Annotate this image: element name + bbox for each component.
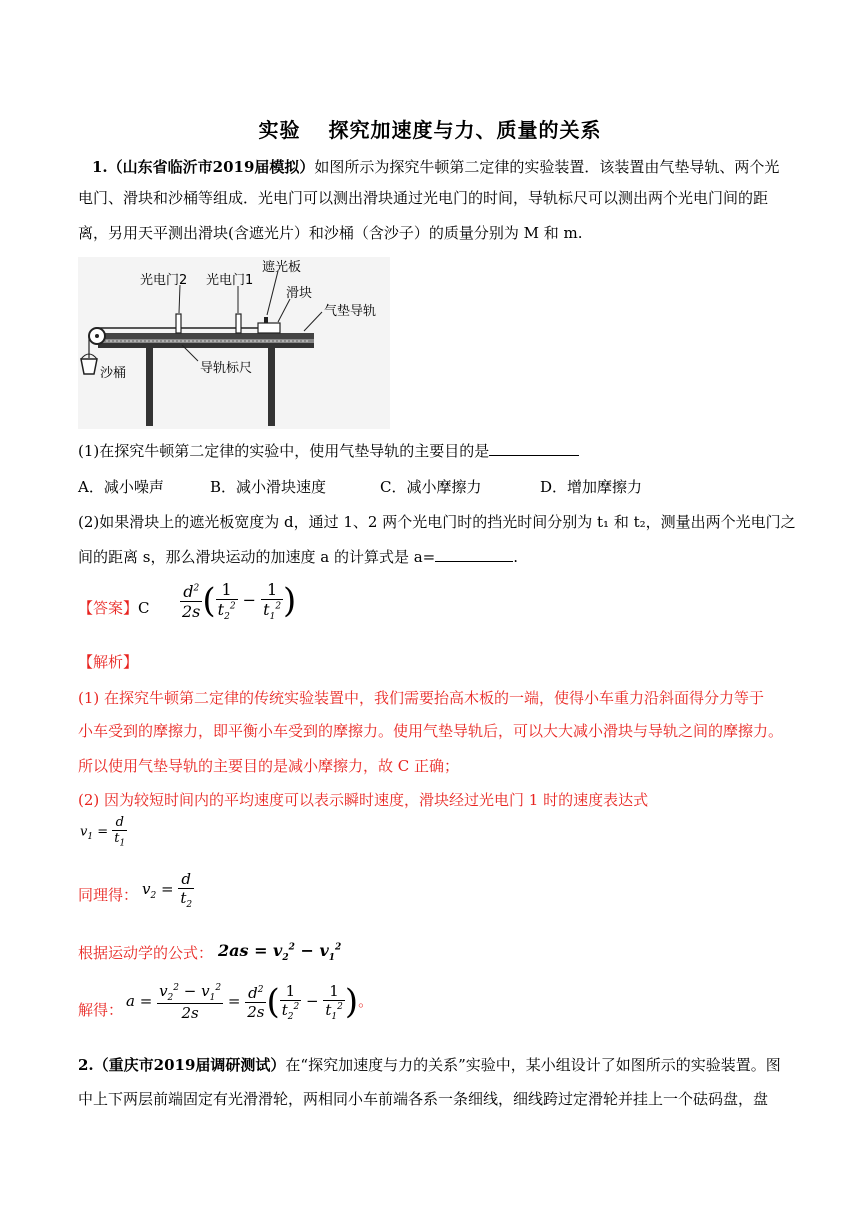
option-b: B．减小滑块速度 [210,478,327,496]
q2-line1: 2.（重庆市2019届调研测试）在“探究加速度与力的关系”实验中，某小组设计了如图所示的实验装置。图 [78,1056,781,1074]
option-c: C．减小摩擦力 [380,478,482,496]
analysis-1-line2: 小车受到的摩擦力，即平衡小车受到的摩擦力。使用气垫导轨后，可以大大减小滑块与导轨之间的摩擦力。 [78,722,784,740]
q2-line2: 中上下两层前端固定有光滑滑轮，两相同小车前端各系一条细线，细线跨过定滑轮并挂上一个砝码盘，盘 [78,1090,769,1108]
solve-label: 解得： [78,1001,124,1019]
q1-sub2-line2: 间的距离 s，那么滑块运动的加速度 a 的计算式是 a= . [78,548,519,566]
answer-label: 【答案】 [78,599,139,617]
formula-v1: $v_1$ = $\frac{d}{t_1}$ [80,815,126,849]
answer-choice: C [138,599,150,617]
q1-source: （山东省临沂市2019届模拟） [107,158,315,176]
q2-number: 2. [78,1056,94,1074]
air-track-figure [78,257,390,429]
label-track: 气垫导轨 [324,304,377,319]
label-slider: 滑块 [286,286,313,301]
analysis-2-line1: (2) 因为较短时间内的平均速度可以表示瞬时速度，滑块经过光电门 1 时的速度表达式 [78,791,649,809]
label-shade: 遮光板 [262,260,302,275]
q1-sub1: (1)在探究牛顿第二定律的实验中，使用气垫导轨的主要目的是 [78,441,579,461]
formula-v2: $v_2$ = $\frac{d}{t_2}$ [142,870,193,910]
q1-intro-line2: 电门、滑块和沙桶等组成．光电门可以测出滑块通过光电门的时间，导轨标尺可以测出两个光电门间的距 [78,189,769,207]
q1-number: 1. [92,158,108,176]
page-title: 实验 探究加速度与力、质量的关系 [258,118,602,142]
label-ruler: 导轨标尺 [200,361,253,376]
analysis-label: 【解析】 [78,653,139,671]
label-gate1: 光电门1 [206,273,254,288]
answer-blank-2 [435,547,513,562]
label-gate2: 光电门2 [140,273,188,288]
formula-kinematics: $2as = v_2^2 - v_1^2$ [218,941,342,964]
q2-source: （重庆市2019届调研测试） [93,1056,286,1074]
q1-intro-line3: 离，另用天平测出滑块(含遮光片）和沙桶（含沙子）的质量分别为 M 和 m. [78,224,583,242]
analysis-1-line1: (1) 在探究牛顿第二定律的传统实验装置中，我们需要抬高木板的一端，使得小车重力沿斜面得分力等于 [78,689,765,707]
kinematics-label: 根据运动学的公式： [78,944,214,962]
answer-formula: $\frac{d^2}{2s}$ ( $\frac{1}{t_2^2}$ − $\frac{1}{t_1^2}$ ) [182,580,297,623]
formula-solve: a = $\frac{v_2^2 - v_1^2}{2s}$ = $\frac{d^2}{2s}$ ( $\frac{1}{t_2^2}$ − $\frac{1}{t_1^2}$ )。 [126,982,374,1022]
answer-blank-1 [489,441,579,456]
option-a: A．减小噪声 [78,478,164,496]
q1-sub2-line1: (2)如果滑块上的遮光板宽度为 d，通过 1、2 两个光电门时的挡光时间分别为 t₁ 和 t₂，测量出两个光电门之 [78,513,796,531]
answer-line [78,598,150,618]
q1-intro-line1: 1.（山东省临沂市2019届模拟）如图所示为探究牛顿第二定律的实验装置．该装置由气垫导轨、两个光 [92,158,780,176]
same-reason-label: 同理得： [78,886,139,904]
label-bucket: 沙桶 [100,366,127,381]
option-d: D．增加摩擦力 [540,478,643,496]
analysis-1-line3: 所以使用气垫导轨的主要目的是减小摩擦力，故 C 正确； [78,757,460,775]
